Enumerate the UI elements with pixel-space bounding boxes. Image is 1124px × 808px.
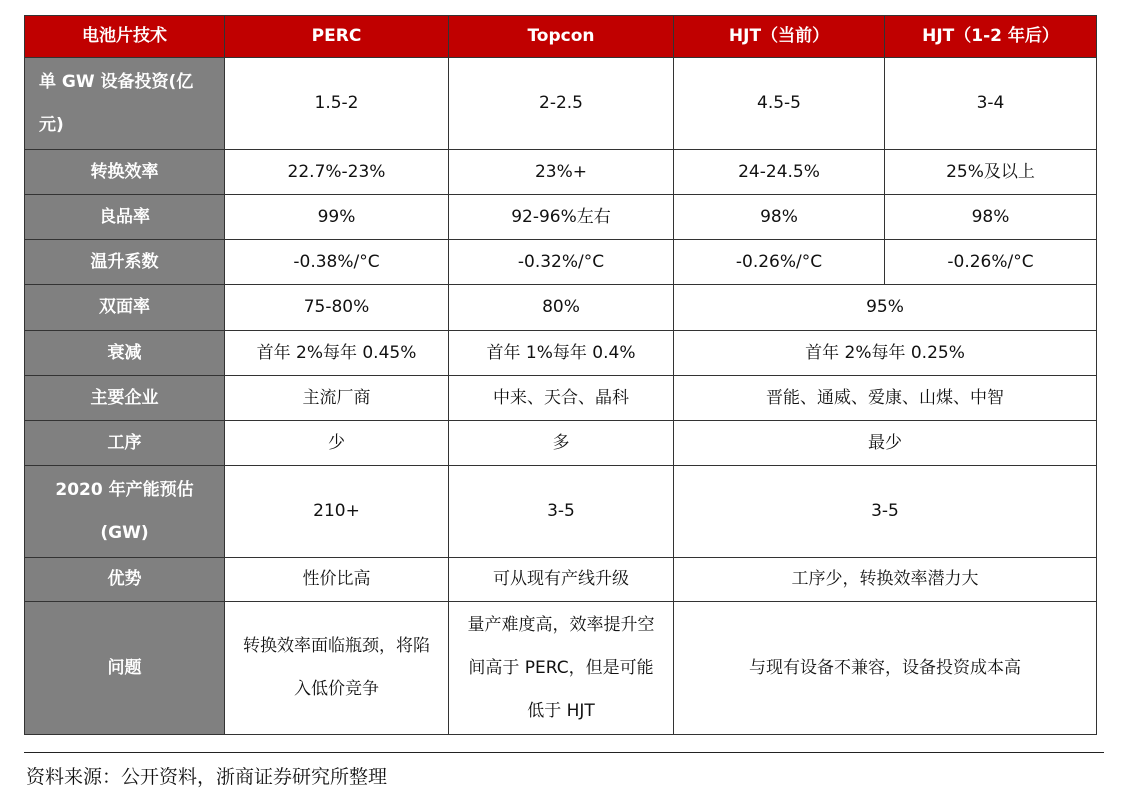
- cell-invest-perc: 1.5-2: [225, 58, 449, 150]
- cell-problem-topcon: 量产难度高，效率提升空间高于 PERC，但是可能低于 HJT: [449, 602, 674, 735]
- cell-temp-hjt-now: -0.26%/°C: [674, 240, 885, 285]
- header-cell-tech: 电池片技术: [25, 16, 225, 58]
- cell-yield-topcon: 92-96%左右: [449, 195, 674, 240]
- cell-efficiency-topcon: 23%+: [449, 150, 674, 195]
- table-header-row: [25, 16, 1097, 58]
- row-header-process: 工序: [25, 421, 225, 466]
- table-row-temp: [25, 240, 1097, 285]
- cell-temp-hjt-later: -0.26%/°C: [885, 240, 1097, 285]
- table-row-decay: [25, 331, 1097, 376]
- row-header-decay: 衰减: [25, 331, 225, 376]
- cell-decay-hjt: 首年 2%每年 0.25%: [674, 331, 1097, 376]
- cell-efficiency-hjt-later: 25%及以上: [885, 150, 1097, 195]
- table-row-capacity: [25, 466, 1097, 558]
- cell-bifacial-perc: 75-80%: [225, 285, 449, 331]
- cell-bifacial-hjt: 95%: [674, 285, 1097, 331]
- row-header-problem: 问题: [25, 602, 225, 735]
- cell-efficiency-perc: 22.7%-23%: [225, 150, 449, 195]
- cell-process-perc: 少: [225, 421, 449, 466]
- row-header-companies: 主要企业: [25, 376, 225, 421]
- row-header-invest: 单 GW 设备投资(亿元): [25, 58, 225, 150]
- table-row-bifacial: [25, 285, 1097, 331]
- cell-process-hjt: 最少: [674, 421, 1097, 466]
- cell-invest-hjt-later: 3-4: [885, 58, 1097, 150]
- row-header-advantage: 优势: [25, 558, 225, 602]
- row-header-yield: 良品率: [25, 195, 225, 240]
- table-row-yield: [25, 195, 1097, 240]
- cell-advantage-hjt: 工序少，转换效率潜力大: [674, 558, 1097, 602]
- row-header-temp: 温升系数: [25, 240, 225, 285]
- cell-process-topcon: 多: [449, 421, 674, 466]
- header-cell-topcon: Topcon: [449, 16, 674, 58]
- table-row-invest: [25, 58, 1097, 150]
- footer-divider: [24, 752, 1104, 753]
- cell-companies-perc: 主流厂商: [225, 376, 449, 421]
- cell-decay-topcon: 首年 1%每年 0.4%: [449, 331, 674, 376]
- cell-yield-hjt-later: 98%: [885, 195, 1097, 240]
- cell-tech-comparison-table: [24, 15, 1097, 735]
- header-cell-hjt-now: HJT（当前）: [674, 16, 885, 58]
- cell-capacity-perc: 210+: [225, 466, 449, 558]
- cell-invest-topcon: 2-2.5: [449, 58, 674, 150]
- source-note: 资料来源：公开资料，浙商证券研究所整理: [26, 766, 388, 788]
- row-header-bifacial: 双面率: [25, 285, 225, 331]
- cell-problem-hjt: 与现有设备不兼容，设备投资成本高: [674, 602, 1097, 735]
- table-row-efficiency: [25, 150, 1097, 195]
- cell-decay-perc: 首年 2%每年 0.45%: [225, 331, 449, 376]
- header-cell-hjt-later: HJT（1-2 年后）: [885, 16, 1097, 58]
- cell-invest-hjt-now: 4.5-5: [674, 58, 885, 150]
- cell-companies-hjt: 晋能、通威、爱康、山煤、中智: [674, 376, 1097, 421]
- table-row-process: [25, 421, 1097, 466]
- cell-capacity-hjt: 3-5: [674, 466, 1097, 558]
- cell-temp-perc: -0.38%/°C: [225, 240, 449, 285]
- cell-temp-topcon: -0.32%/°C: [449, 240, 674, 285]
- cell-efficiency-hjt-now: 24-24.5%: [674, 150, 885, 195]
- comparison-table-container: [24, 15, 1096, 735]
- cell-yield-perc: 99%: [225, 195, 449, 240]
- row-header-efficiency: 转换效率: [25, 150, 225, 195]
- table-row-problem: [25, 602, 1097, 735]
- cell-advantage-perc: 性价比高: [225, 558, 449, 602]
- cell-problem-perc: 转换效率面临瓶颈，将陷入低价竞争: [225, 602, 449, 735]
- table-row-companies: [25, 376, 1097, 421]
- cell-yield-hjt-now: 98%: [674, 195, 885, 240]
- cell-advantage-topcon: 可从现有产线升级: [449, 558, 674, 602]
- row-header-capacity: 2020 年产能预估(GW): [25, 466, 225, 558]
- cell-bifacial-topcon: 80%: [449, 285, 674, 331]
- cell-companies-topcon: 中来、天合、晶科: [449, 376, 674, 421]
- header-cell-perc: PERC: [225, 16, 449, 58]
- cell-capacity-topcon: 3-5: [449, 466, 674, 558]
- table-row-advantage: [25, 558, 1097, 602]
